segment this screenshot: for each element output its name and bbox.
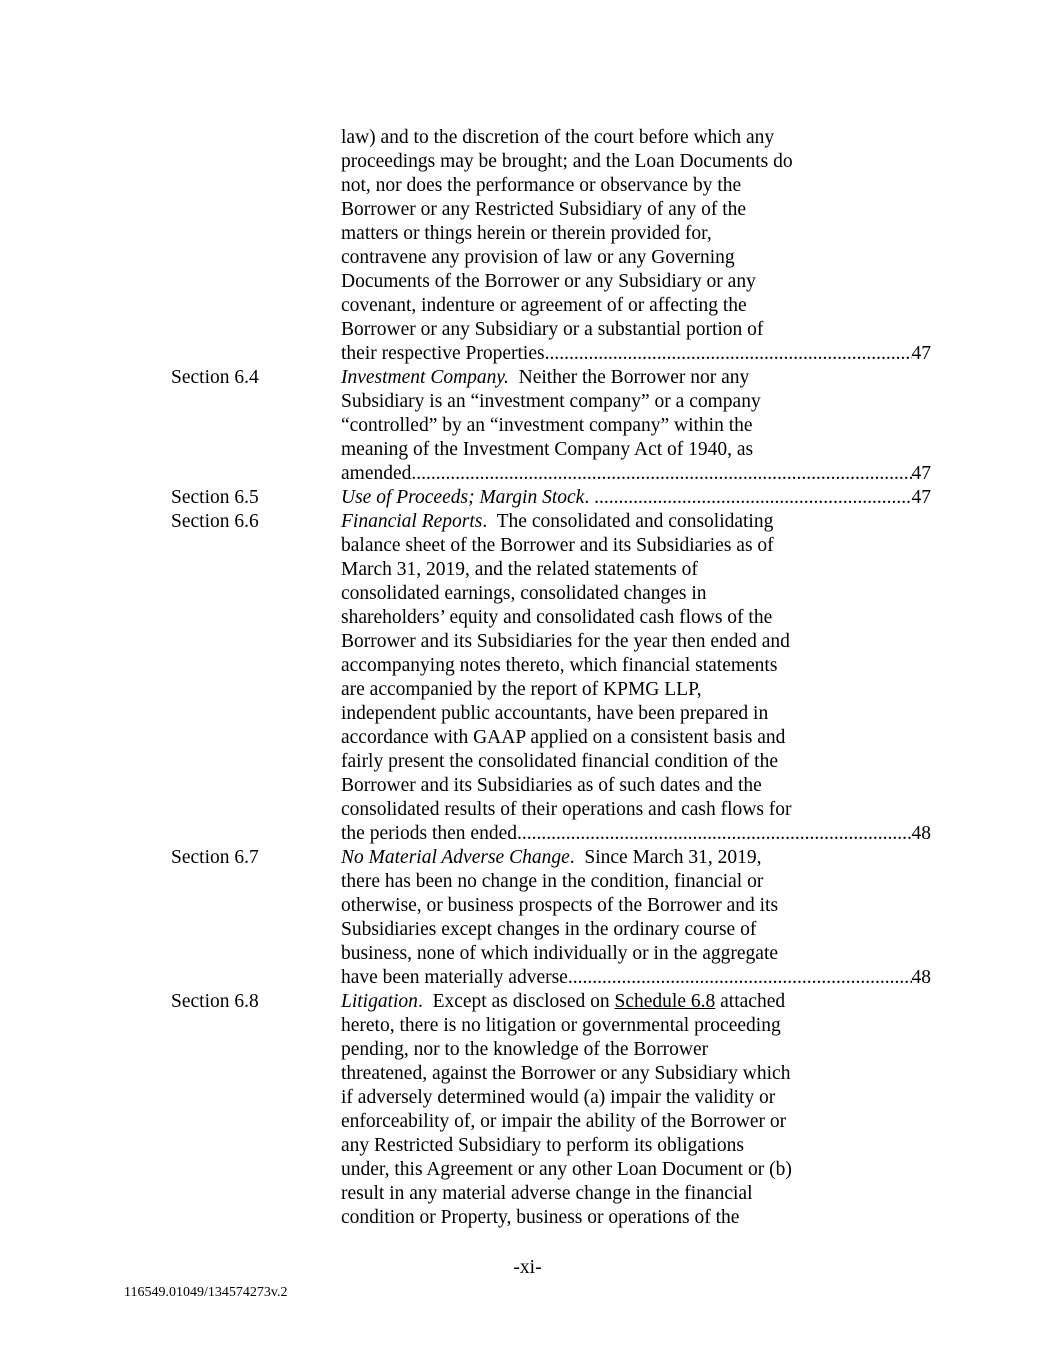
title-after-link: attached bbox=[715, 991, 786, 1012]
section-title: Financial Reports bbox=[341, 511, 483, 532]
toc-text-line: there has been no change in the condition, financial or bbox=[341, 871, 764, 892]
section-title: Litigation bbox=[341, 991, 418, 1012]
page-number: 47 bbox=[911, 343, 931, 364]
toc-text-line: matters or things herein or therein provided for, bbox=[341, 223, 712, 244]
toc-text-line: pending, nor to the knowledge of the Borrower bbox=[341, 1039, 709, 1060]
dot-leader bbox=[549, 342, 911, 366]
toc-text-line: balance sheet of the Borrower and its Subsidiaries as of bbox=[341, 535, 774, 556]
toc-text-line: covenant, indenture or agreement of or affecting the bbox=[341, 295, 747, 316]
toc-text-line: fairly present the consolidated financial condition of the bbox=[341, 751, 778, 772]
dot-leader bbox=[573, 966, 912, 990]
toc-leader-line[interactable] bbox=[341, 462, 931, 486]
toc-text-line: March 31, 2019, and the related statements of bbox=[341, 559, 698, 580]
toc-leader-line[interactable] bbox=[341, 822, 931, 846]
toc-last-line: amended. bbox=[341, 463, 417, 484]
page-footer-number: -xi- bbox=[513, 1257, 542, 1278]
section-number: Section 6.7 bbox=[171, 847, 259, 868]
toc-text-line: “controlled” by an “investment company” within the bbox=[341, 415, 753, 436]
title-rest: Neither the Borrower nor any bbox=[508, 367, 750, 388]
toc-text-line: if adversely determined would (a) impair the validity or bbox=[341, 1087, 776, 1108]
toc-text-line: Borrower and its Subsidiaries as of such dates and the bbox=[341, 775, 762, 796]
toc-text-line: meaning of the Investment Company Act of 1940, as bbox=[341, 439, 754, 460]
toc-text-line: Subsidiaries except changes in the ordinary course of bbox=[341, 919, 757, 940]
toc-text-line: threatened, against the Borrower or any Subsidiary which bbox=[341, 1063, 791, 1084]
toc-text-line: business, none of which individually or in the aggregate bbox=[341, 943, 779, 964]
toc-leader-line[interactable] bbox=[341, 342, 931, 366]
toc-last-line: the periods then ended. bbox=[341, 823, 522, 844]
toc-leader-line[interactable] bbox=[341, 486, 931, 510]
toc-text-line: Borrower or any Subsidiary or a substantial portion of bbox=[341, 319, 764, 340]
toc-last-line: have been materially adverse. bbox=[341, 967, 573, 988]
dot-leader bbox=[594, 486, 911, 510]
dot-leader bbox=[522, 822, 912, 846]
section-number: Section 6.5 bbox=[171, 487, 259, 508]
title-rest: . The consolidated and consolidating bbox=[482, 511, 774, 532]
title-rest: . Except as disclosed on bbox=[417, 991, 615, 1012]
toc-title-line[interactable] bbox=[341, 366, 749, 390]
toc-text-line: consolidated results of their operations and cash flows for bbox=[341, 799, 792, 820]
toc-text-line: shareholders’ equity and consolidated cash flows of the bbox=[341, 607, 773, 628]
toc-text-line: accordance with GAAP applied on a consistent basis and bbox=[341, 727, 786, 748]
toc-title-line[interactable] bbox=[341, 990, 785, 1014]
title-rest: . bbox=[584, 487, 590, 508]
section-title: No Material Adverse Change bbox=[341, 847, 570, 868]
title-rest: . Since March 31, 2019, bbox=[569, 847, 762, 868]
toc-text-line: result in any material adverse change in the financial bbox=[341, 1183, 753, 1204]
toc-text-line: hereto, there is no litigation or governmental proceeding bbox=[341, 1015, 781, 1036]
toc-text-line: any Restricted Subsidiary to perform its obligations bbox=[341, 1135, 744, 1156]
toc-text-line: law) and to the discretion of the court before which any bbox=[341, 127, 775, 148]
page-number: 48 bbox=[911, 967, 931, 988]
section-number: Section 6.8 bbox=[171, 991, 259, 1012]
section-title: Investment Company. bbox=[341, 367, 509, 388]
toc-text-line: condition or Property, business or operations of the bbox=[341, 1207, 740, 1228]
toc-text-line: otherwise, or business prospects of the Borrower and its bbox=[341, 895, 779, 916]
toc-title-line[interactable] bbox=[341, 510, 773, 534]
toc-text-line: Subsidiary is an “investment company” or a company bbox=[341, 391, 761, 412]
toc-text-line: enforceability of, or impair the ability of the Borrower or bbox=[341, 1111, 787, 1132]
page-number: 48 bbox=[911, 823, 931, 844]
toc-last-line: their respective Properties. bbox=[341, 343, 550, 364]
toc-leader-line[interactable] bbox=[341, 966, 931, 990]
section-number: Section 6.6 bbox=[171, 511, 259, 532]
toc-title-line[interactable] bbox=[341, 846, 761, 870]
page-number: 47 bbox=[911, 487, 931, 508]
schedule-link[interactable]: Schedule 6.8 bbox=[614, 991, 716, 1012]
document-id: 116549.01049/134574273v.2 bbox=[124, 1285, 288, 1300]
toc-text-line: consolidated earnings, consolidated changes in bbox=[341, 583, 707, 604]
toc-text-line: Borrower or any Restricted Subsidiary of any of the bbox=[341, 199, 747, 220]
section-title: Use of Proceeds; Margin Stock bbox=[341, 487, 585, 508]
toc-text-line: proceedings may be brought; and the Loan Documents do bbox=[341, 151, 793, 172]
section-number: Section 6.4 bbox=[171, 367, 259, 388]
toc-text-line: under, this Agreement or any other Loan Document or (b) bbox=[341, 1159, 792, 1180]
toc-text-line: are accompanied by the report of KPMG LLP, bbox=[341, 679, 702, 700]
toc-text-line: contravene any provision of law or any Governing bbox=[341, 247, 735, 268]
page-number: 47 bbox=[911, 463, 931, 484]
toc-text-line: not, nor does the performance or observance by the bbox=[341, 175, 742, 196]
toc-text-line: independent public accountants, have been prepared in bbox=[341, 703, 769, 724]
toc-text-line: Borrower and its Subsidiaries for the year then ended and bbox=[341, 631, 790, 652]
toc-title-line bbox=[341, 486, 594, 510]
toc-text-line: accompanying notes thereto, which financial statements bbox=[341, 655, 778, 676]
dot-leader bbox=[416, 462, 911, 486]
toc-text-line: Documents of the Borrower or any Subsidiary or any bbox=[341, 271, 756, 292]
